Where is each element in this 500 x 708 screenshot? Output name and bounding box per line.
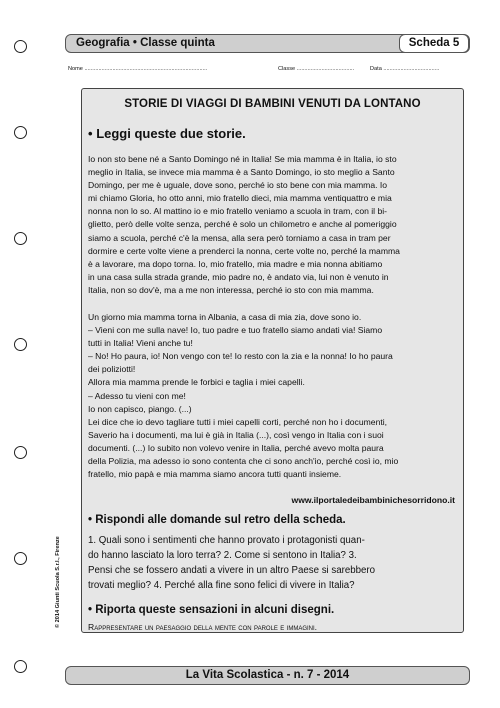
question-line: 1. Quali sono i sentimenti che hanno provato i protagonisti quan-: [88, 535, 365, 546]
bullet-icon: •: [88, 604, 93, 616]
date-field[interactable]: Data ....................................: [370, 66, 440, 72]
story-line: documenti. (...) Io subito non volevo venire in Italia, perché avevo molta paura: [88, 442, 384, 453]
story-line: siamo a scuola, perché c'è la mensa, alla sera però torniamo a casa in tram per: [88, 232, 391, 243]
story-line: glietto, però delle volte senza, perché è solo un chilometro e anche al pomeriggio: [88, 219, 397, 230]
question-line: Pensi che se fossero andati a vivere in un altro Paese si sarebbero: [88, 564, 376, 576]
story-line: – No! Ho paura, io! Non vengo con te! Io resto con la zia e la nonna! Io ho paura: [88, 351, 393, 362]
story-line: tutti in Italia! Vieni anche tu!: [88, 338, 193, 349]
questions-text: [88, 534, 459, 594]
name-field[interactable]: Nome ...............................................................................: [68, 66, 208, 72]
story-line: fratello, mio papà e mia mamma siamo ancora tutti quanti insieme.: [88, 469, 342, 480]
header-bar: [65, 34, 470, 53]
drawing-heading-text: Riporta queste sensazioni in alcuni disegni.: [95, 604, 335, 616]
source-url: www.ilportaledeibambinichesorridono.it: [291, 495, 455, 505]
story-line: nonna non lo so. Al mattino io e mio fratello veniamo a scuola in tram, con il bi-: [88, 206, 388, 217]
story-line: dei poliziotti!: [88, 364, 136, 375]
binder-hole: [14, 126, 27, 139]
story-line: Italia, non so dov'è, ma a me non interessa, perché io sto con mia mamma.: [88, 284, 374, 295]
story-line: è a lavorare, ma dopo torna. Io, mio fratello, mia madre e mia nonna abitiamo: [88, 258, 383, 269]
sheet-number: Scheda 5: [399, 34, 469, 53]
story-line: Un giorno mia mamma torna in Albania, a casa di mia zia, dove sono io.: [88, 312, 362, 322]
story-line: Io non capisco, piango. (...): [88, 403, 192, 414]
story-line: Saverio ha i documenti, ma lui è già in Italia (...), così vengo in Italia con i suoi: [88, 429, 384, 440]
footer-bar: La Vita Scolastica - n. 7 - 2014: [65, 666, 470, 685]
story-line: mi chiamo Gloria, ho otto anni, mio fratello dieci, mia mamma ventiquattro e mia: [88, 193, 392, 204]
questions-heading: [88, 514, 346, 526]
questions-heading-text: Rispondi alle domande sul retro della scheda.: [95, 514, 346, 526]
drawing-heading: [88, 604, 334, 616]
page-title: STORIE DI VIAGGI DI BAMBINI VENUTI DA LONTANO: [124, 98, 421, 110]
binder-hole: [14, 552, 27, 565]
story-line: Domingo, per me è uguale, dove sono, perché io sto bene con mia mamma. Io: [88, 180, 388, 191]
binder-hole: [14, 338, 27, 351]
story-line: in una casa sulla strada grande, mio padre no, è andato via, lui non è venuto in: [88, 271, 389, 282]
bullet-icon: •: [88, 514, 93, 526]
copyright-notice: © 2014 Giunti Scuola S.r.l., Firenze: [55, 536, 61, 628]
binder-hole: [14, 446, 27, 459]
binder-hole: [14, 660, 27, 673]
drawing-instruction: Rappresentare un paesaggio della mente con parole e immagini.: [88, 622, 318, 632]
bullet-icon: •: [88, 126, 93, 141]
binder-hole: [14, 40, 27, 53]
class-field[interactable]: Classe .....................................: [278, 66, 355, 72]
story-line: – Adesso tu vieni con me!: [88, 390, 186, 401]
story-1: [88, 153, 459, 297]
story-line: meglio in Italia, se invece mia mamma è a Santo Domingo, io sto meglio a Santo: [88, 167, 395, 178]
question-line: trovati meglio? 4. Perché alla fine sono felici di vivere in Italia?: [88, 579, 355, 591]
subject-label: Geografia • Classe quinta: [76, 37, 215, 49]
instruction-text: Leggi queste due storie.: [96, 126, 246, 141]
question-line: do hanno lasciato la loro terra? 2. Come si sentono in Italia? 3.: [88, 549, 357, 561]
story-line: Lei dice che io devo tagliare tutti i miei capelli corti, perché non ho i documenti,: [88, 416, 388, 427]
instruction-heading: [88, 126, 246, 141]
story-line: dormire e certe volte viene a prenderci la nonna, certe volte no, perché la mamma: [88, 245, 400, 256]
story-line: Allora mia mamma prende le forbici e taglia i miei capelli.: [88, 377, 305, 388]
binder-hole: [14, 232, 27, 245]
story-line: della Polizia, ma adesso io sono contenta che ci sono anch'io, perché così io, mio: [88, 456, 399, 467]
story-line: – Vieni con me sulla nave! Io, tuo padre e tuo fratello siamo andati via! Siamo: [88, 325, 383, 336]
story-2: [88, 311, 459, 481]
content-panel: [81, 88, 464, 633]
story-line: Io non sto bene né a Santo Domingo né in Italia! Se mia mamma è in Italia, io sto: [88, 154, 397, 164]
